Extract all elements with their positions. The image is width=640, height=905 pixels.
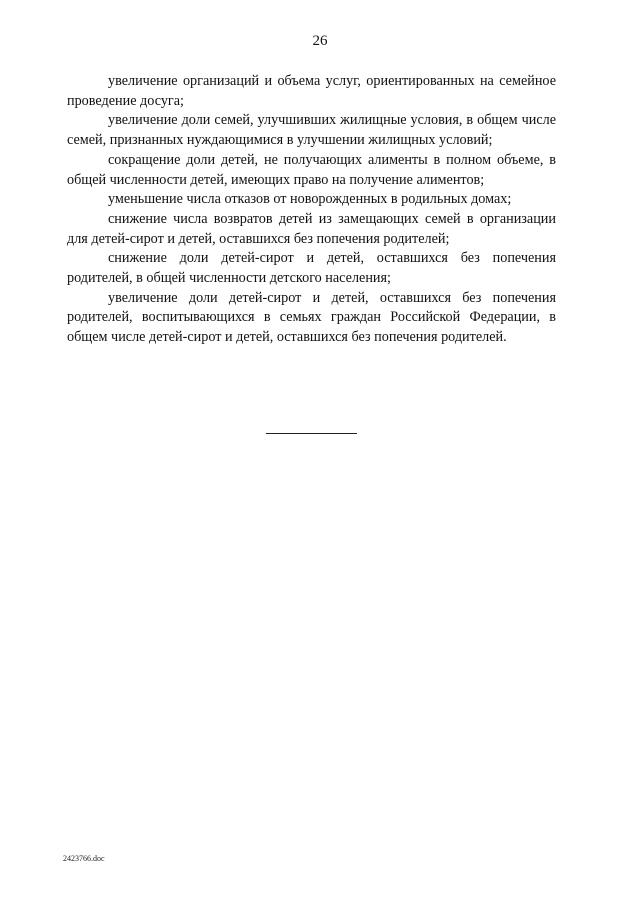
paragraph-family-leisure: увеличение организаций и объема услуг, ориентированных на семейное проведение досуга; xyxy=(67,73,556,109)
paragraph-orphans-in-families: увеличение доли детей-сирот и детей, оставшихся без попечения родителей, воспитывающихся в семьях граждан Российской Федерации, в общем числе детей-сирот и детей, оставшихся без попечения родителей. xyxy=(67,289,556,346)
paragraph-orphans-share: снижение доли детей-сирот и детей, оставшихся без попечения родителей, в общей численности детского населения; xyxy=(67,250,556,287)
separator-line xyxy=(266,433,357,434)
paragraph-housing: увеличение доли семей, улучшивших жилищные условия, в общем числе семей, признанных нуждающимися в улучшении жилищных условий; xyxy=(67,112,556,149)
paragraph-alimony: сокращение доли детей, не получающих алименты в полном объеме, в общей численности детей, имеющих право на получение алиментов; xyxy=(67,151,556,188)
page-number: 26 xyxy=(312,33,328,49)
paragraph-returns-from-foster: снижение числа возвратов детей из замещающих семей в организации для детей-сирот и детей, оставшихся без попечения родителей; xyxy=(67,210,556,247)
footer-doc-code: 2423766.doc xyxy=(63,854,105,863)
paragraph-newborn-refusals: уменьшение числа отказов от новорожденных в родильных домах; xyxy=(108,191,512,208)
document-body xyxy=(67,72,556,348)
